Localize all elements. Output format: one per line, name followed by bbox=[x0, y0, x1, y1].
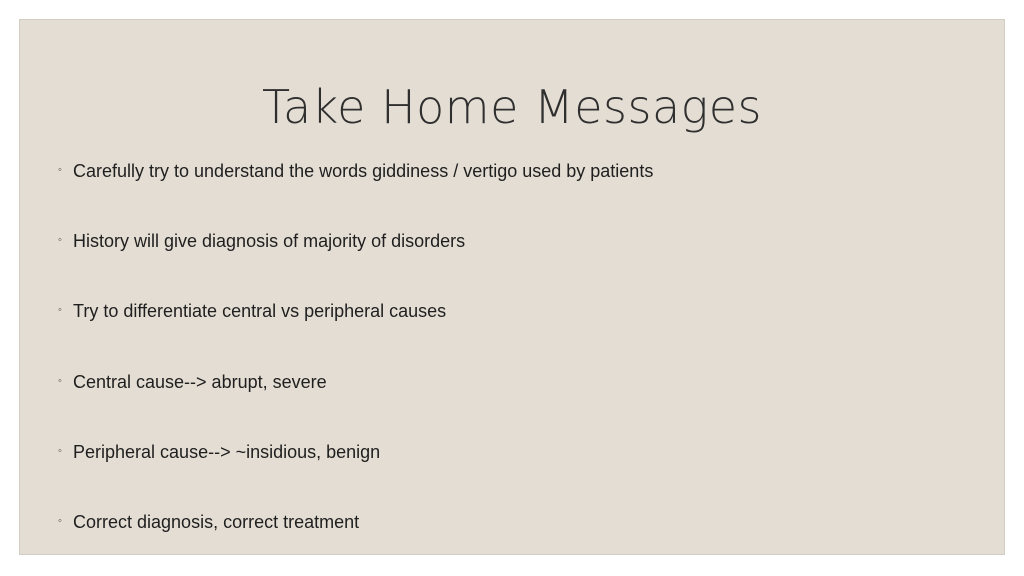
bullet-marker-icon: ◦ bbox=[58, 234, 62, 246]
bullet-text: Correct diagnosis, correct treatment bbox=[73, 511, 360, 532]
bullet-marker-icon: ◦ bbox=[58, 515, 62, 527]
bullet-marker-icon: ◦ bbox=[58, 304, 62, 316]
bullet-text: Carefully try to understand the words giddiness / vertigo used by patients bbox=[73, 160, 654, 181]
bullet-text: Central cause--> abrupt, severe bbox=[73, 371, 327, 392]
bullet-text: Try to differentiate central vs peripheral causes bbox=[73, 300, 447, 321]
bullet-item bbox=[58, 159, 653, 183]
bullet-text: Peripheral cause--> ~insidious, benign bbox=[73, 441, 381, 462]
bullet-item bbox=[58, 370, 327, 394]
bullet-marker-icon: ◦ bbox=[58, 445, 62, 457]
bullet-item bbox=[58, 299, 446, 323]
bullet-item bbox=[58, 510, 359, 534]
bullet-item bbox=[58, 440, 380, 464]
slide-title: Take Home Messages bbox=[261, 80, 763, 134]
bullet-text: History will give diagnosis of majority of disorders bbox=[73, 230, 466, 251]
slide bbox=[19, 19, 1005, 555]
bullet-marker-icon: ◦ bbox=[58, 164, 62, 176]
bullet-marker-icon: ◦ bbox=[58, 375, 62, 387]
bullet-item bbox=[58, 229, 465, 253]
